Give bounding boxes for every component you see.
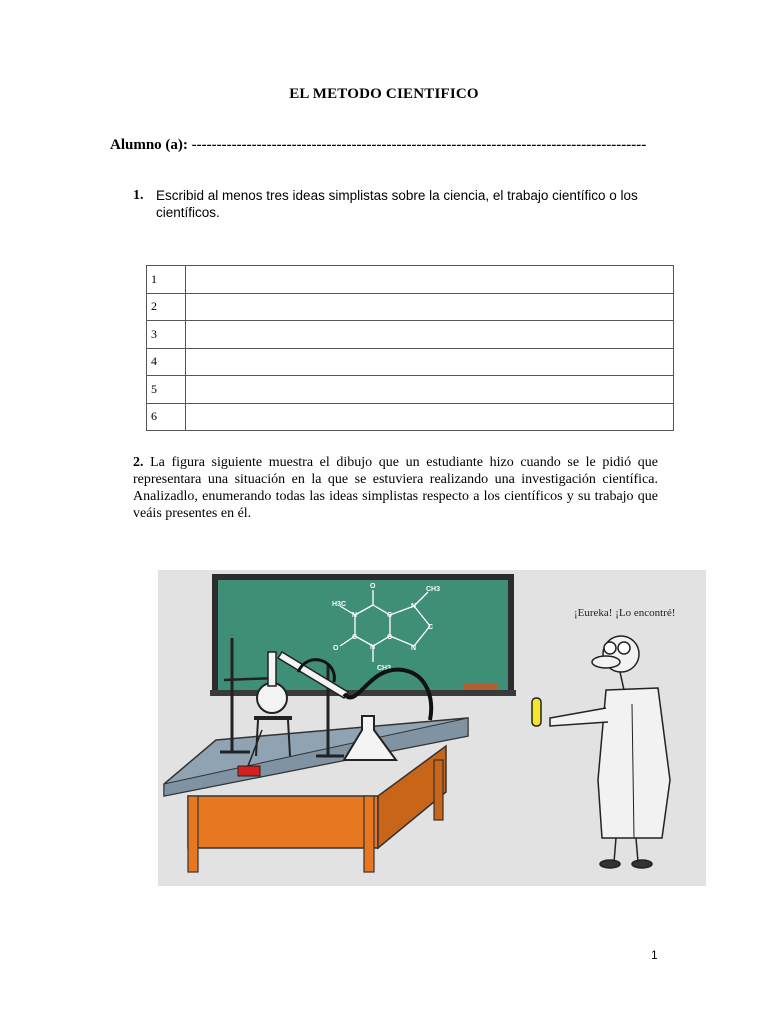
ideas-answer-cell[interactable] xyxy=(186,403,674,431)
molecule-label-n2: N xyxy=(411,603,417,610)
ideas-answer-cell[interactable] xyxy=(186,376,674,404)
page-number: 1 xyxy=(651,948,658,962)
ideas-row-number: 6 xyxy=(147,403,186,431)
ideas-answer-cell[interactable] xyxy=(186,293,674,321)
eraser xyxy=(464,684,498,690)
molecule-label-n3: N xyxy=(411,645,417,652)
speech-text: ¡Eureka! ¡Lo encontré! xyxy=(574,607,676,619)
ideas-answer-cell[interactable] xyxy=(186,348,674,376)
molecule-label-c3: C xyxy=(352,634,358,641)
ideas-row-number: 1 xyxy=(147,266,186,294)
molecule-label-o1: O xyxy=(370,583,376,590)
ideas-row xyxy=(147,403,674,431)
molecule-label-h3c: H3C xyxy=(332,601,347,608)
round-flask xyxy=(257,683,287,713)
molecule-label-ch3-top: CH3 xyxy=(426,586,441,593)
question-1-number: 1. xyxy=(133,188,144,203)
ideas-answer-cell[interactable] xyxy=(186,266,674,294)
ideas-answer-cell[interactable] xyxy=(186,321,674,349)
question-2-number: 2. xyxy=(133,455,144,470)
burner xyxy=(238,766,260,776)
molecule-label-n1: N xyxy=(352,612,358,619)
table-leg xyxy=(188,796,198,872)
ideas-row xyxy=(147,266,674,294)
ideas-row xyxy=(147,293,674,321)
question-1-text: Escribid al menos tres ideas simplistas sobre la ciencia, el trabajo científico o los científicos. xyxy=(156,188,638,220)
scientist-lab-illustration xyxy=(158,570,706,886)
molecule-label-c1: C xyxy=(387,612,393,619)
question-2-text: La figura siguiente muestra el dibujo que un estudiante hizo cuando se le pidió que representara una situación en la que se estuviera realizando una investigación científica. Analizadlo, enumerando todas las ideas simplistas respecto a los científicos y su trabajo que veáis presentes en él. xyxy=(133,455,659,521)
molecule-label-n4: N xyxy=(370,644,376,651)
ideas-row-number: 5 xyxy=(147,376,186,404)
student-name-line: Alumno (a): ------------------------------------------------------------------------------------------- xyxy=(110,137,647,153)
table-leg xyxy=(364,796,374,872)
ideas-row xyxy=(147,376,674,404)
molecule-label-o2: O xyxy=(333,645,339,652)
molecule-label-ch3-bottom: CH3 xyxy=(377,665,392,672)
test-tube xyxy=(532,698,541,726)
molecule-label-c2: C xyxy=(387,634,393,641)
ideas-row-number: 3 xyxy=(147,321,186,349)
blackboard xyxy=(218,580,508,690)
table-leg xyxy=(434,760,443,820)
ideas-table xyxy=(146,265,674,431)
page-title: EL METODO CIENTIFICO xyxy=(289,86,479,102)
lab-table-drawer xyxy=(188,796,378,848)
question-2 xyxy=(133,454,658,522)
ideas-row-number: 2 xyxy=(147,293,186,321)
ideas-row xyxy=(147,348,674,376)
ideas-row-number: 4 xyxy=(147,348,186,376)
ideas-row xyxy=(147,321,674,349)
molecule-label-c4: C xyxy=(428,624,434,631)
question-1 xyxy=(133,187,663,220)
